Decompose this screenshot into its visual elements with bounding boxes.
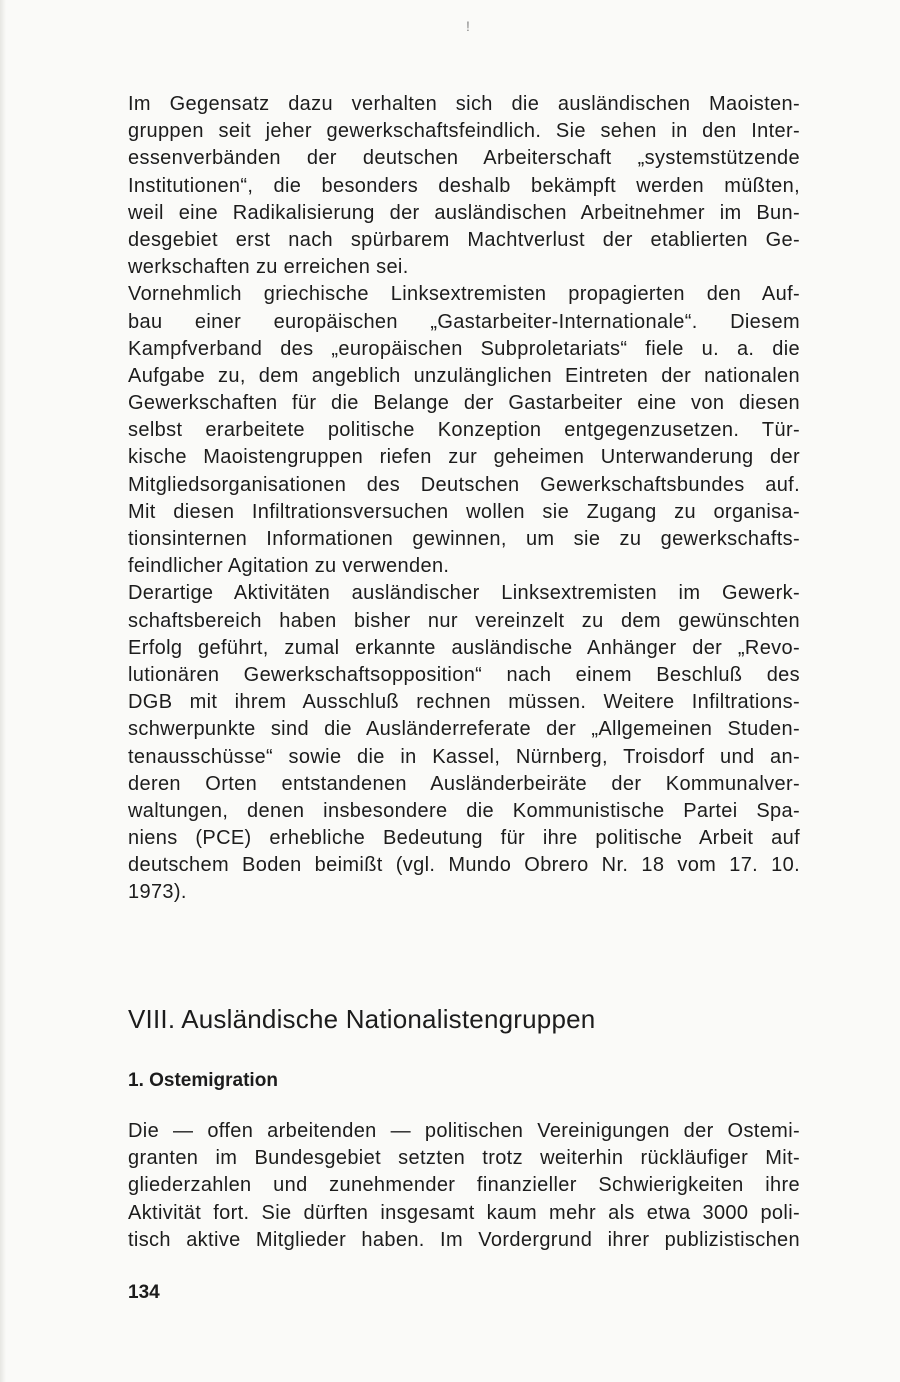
text-line: Erfolg geführt, zumal erkannte ausländische Anhänger der „Revo- (128, 636, 800, 659)
text-line: Vornehmlich griechische Linksextremisten propagierten den Auf- (128, 283, 800, 306)
text-line: lutionären Gewerkschaftsopposition“ nach einem Beschluß des (128, 663, 800, 686)
page-edge-shadow (0, 0, 6, 1382)
text-line: niens (PCE) erhebliche Bedeutung für ihre politische Arbeit auf (128, 827, 800, 850)
text-line: desgebiet erst nach spürbarem Machtverlust der etablierten Ge- (128, 228, 800, 251)
text-line: Gewerkschaften für die Belange der Gastarbeiter eine von diesen (128, 392, 800, 415)
text-line: 1973). (128, 881, 187, 904)
body-text-block (128, 91, 800, 907)
body-text-block (128, 1118, 800, 1254)
text-line: Die — offen arbeitenden — politischen Vereinigungen der Ostemi- (128, 1120, 800, 1142)
page-number: 134 (128, 1282, 160, 1303)
text-line: Mitgliedsorganisationen des Deutschen Gewerkschaftsbundes auf. (128, 473, 800, 496)
text-line: tenausschüsse“ sowie die in Kassel, Nürnberg, Troisdorf und an- (128, 745, 800, 768)
text-line: Kampfverband des „europäischen Subproletariats“ fiele u. a. die (128, 337, 800, 360)
text-line: werkschaften zu erreichen sei. (128, 256, 409, 279)
text-line: gruppen seit jeher gewerkschaftsfeindlich. Sie sehen in den Inter- (128, 120, 800, 143)
text-line: schwerpunkte sind die Ausländerreferate der „Allgemeinen Studen- (128, 718, 800, 741)
text-line: kische Maoistengruppen riefen zur geheimen Unterwanderung der (128, 446, 800, 469)
text-line: selbst erarbeitete politische Konzeption entgegenzusetzen. Tür- (128, 419, 800, 442)
text-line: Derartige Aktivitäten ausländischer Linksextremisten im Gewerk- (128, 582, 800, 605)
chapter-heading: VIII. Ausländische Nationalistengruppen (128, 1004, 596, 1034)
top-mark: ! (466, 18, 470, 34)
text-line: Aufgabe zu, dem angeblich unzulänglichen Eintreten der nationalen (128, 364, 800, 387)
text-line: deren Orten entstandenen Ausländerbeiräte der Kommunalver- (128, 772, 800, 795)
text-line: Mit diesen Infiltrationsversuchen wollen sie Zugang zu organisa- (128, 500, 800, 523)
text-line: Aktivität fort. Sie dürften insgesamt kaum mehr als etwa 3000 poli- (128, 1201, 800, 1224)
section-heading: 1. Ostemigration (128, 1070, 278, 1091)
text-line: gliederzahlen und zunehmender finanzieller Schwierigkeiten ihre (128, 1174, 800, 1197)
text-line: essenverbänden der deutschen Arbeiterschaft „systemstützende (128, 147, 800, 170)
text-line: DGB mit ihrem Ausschluß rechnen müssen. Weitere Infiltrations- (128, 691, 800, 714)
text-line: waltungen, denen insbesondere die Kommunistische Partei Spa- (128, 799, 800, 822)
text-line: weil eine Radikalisierung der ausländischen Arbeitnehmer im Bun- (128, 201, 800, 224)
text-line: granten im Bundesgebiet setzten trotz weiterhin rückläufiger Mit- (128, 1147, 800, 1170)
text-line: schaftsbereich haben bisher nur vereinzelt zu dem gewünschten (128, 609, 800, 632)
text-line: Im Gegensatz dazu verhalten sich die ausländischen Maoisten- (128, 93, 800, 115)
text-line: feindlicher Agitation zu verwenden. (128, 555, 450, 578)
text-line: deutschem Boden beimißt (vgl. Mundo Obrero Nr. 18 vom 17. 10. (128, 854, 800, 877)
text-line: bau einer europäischen „Gastarbeiter-Internationale“. Diesem (128, 310, 800, 333)
text-line: Institutionen“, die besonders deshalb bekämpft werden müßten, (128, 174, 800, 197)
text-line: tionsinternen Informationen gewinnen, um sie zu gewerkschafts- (128, 528, 800, 550)
text-line: tisch aktive Mitglieder haben. Im Vordergrund ihrer publizistischen (128, 1228, 800, 1251)
